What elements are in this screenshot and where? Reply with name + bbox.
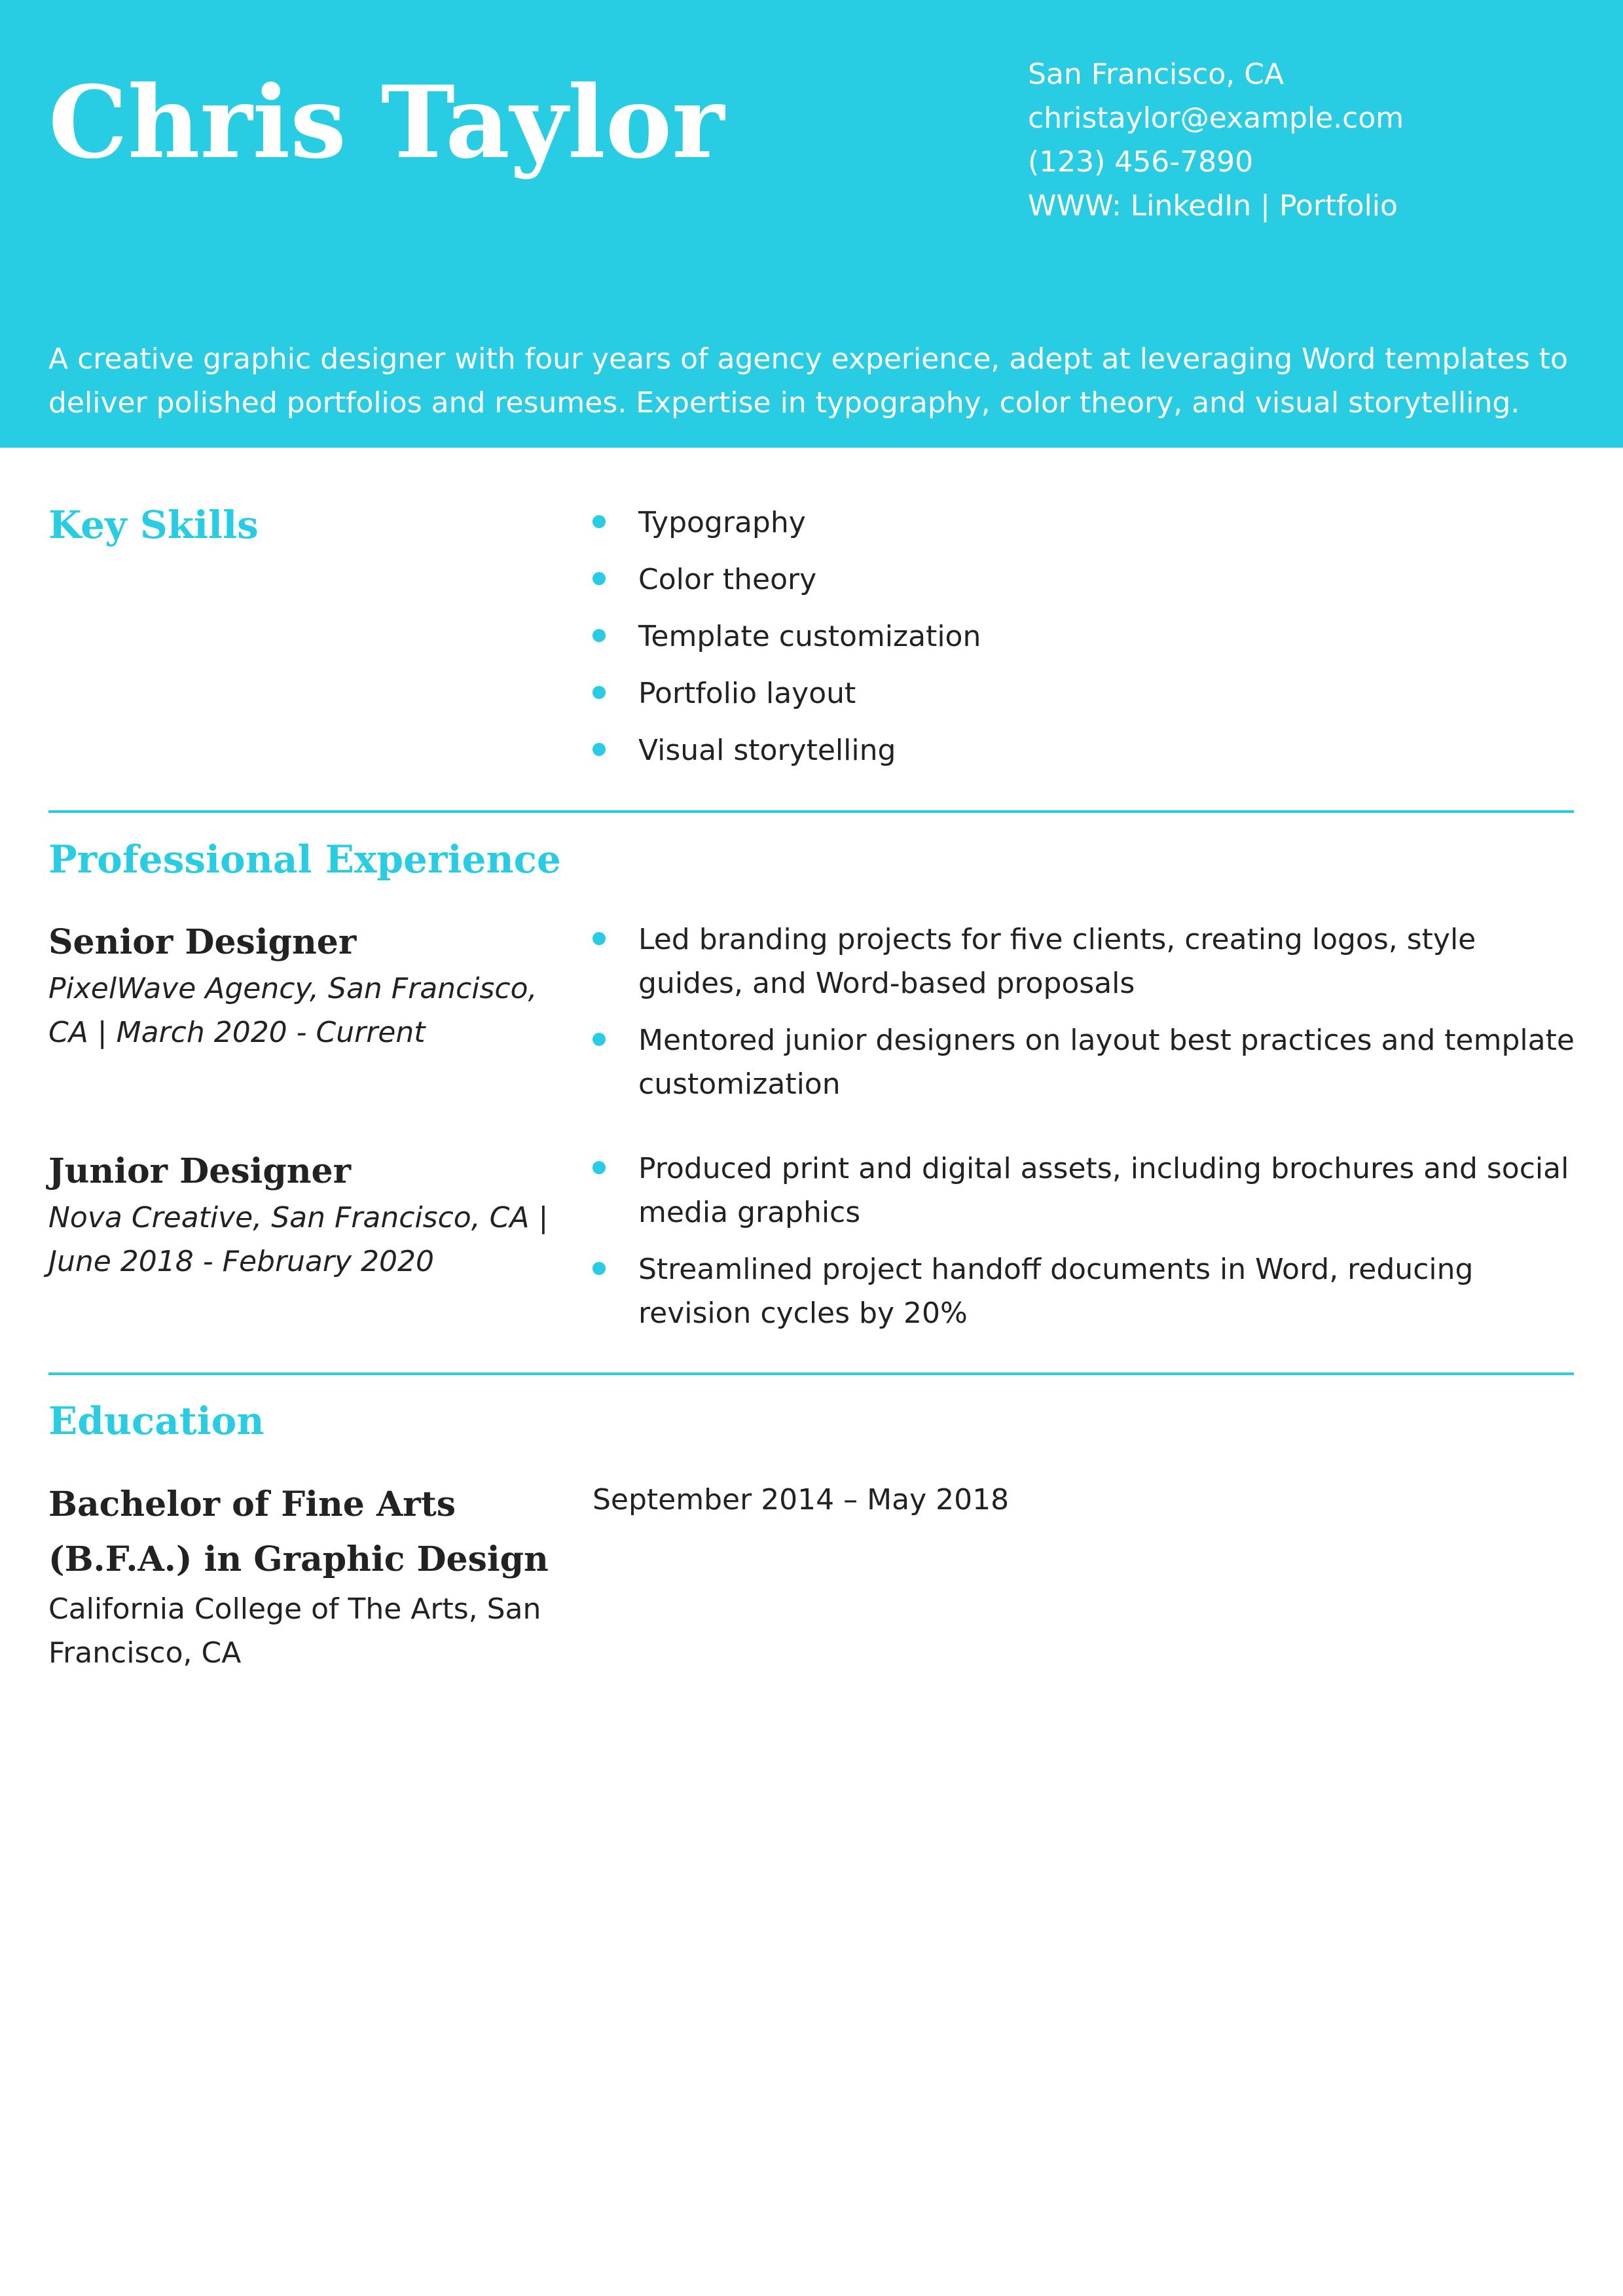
list-item: Led branding projects for five clients, creating logos, style guides, and Word-based proposals [593, 918, 1575, 1005]
job-title: Senior Designer [48, 922, 357, 962]
contact-email[interactable]: christaylor@example.com [1028, 101, 1404, 135]
list-item: Streamlined project handoff documents in Word, reducing revision cycles by 20% [593, 1247, 1575, 1335]
job-meta: PixelWave Agency, San Francisco, CA | March 2020 - Current [48, 972, 538, 1049]
skills-list [593, 501, 1575, 785]
list-item: Color theory [593, 558, 1575, 601]
job-entry-junior [48, 1147, 572, 1283]
section-divider [48, 810, 1574, 813]
job-title: Junior Designer [48, 1151, 352, 1191]
list-item: Visual storytelling [593, 728, 1575, 772]
section-title-key-skills: Key Skills [48, 503, 259, 547]
list-item: Typography [593, 501, 1575, 545]
list-item: Produced print and digital assets, including brochures and social media graphics [593, 1147, 1575, 1234]
resume-header [0, 0, 1623, 448]
section-divider [48, 1372, 1574, 1375]
education-entry [48, 1477, 572, 1675]
education-dates: September 2014 – May 2018 [593, 1483, 1010, 1516]
job-meta: Nova Creative, San Francisco, CA | June 2018 - February 2020 [48, 1201, 549, 1278]
list-item: Portfolio layout [593, 672, 1575, 715]
list-item: Mentored junior designers on layout best practices and template customization [593, 1018, 1575, 1106]
contact-block [1028, 52, 1404, 228]
section-title-education: Education [48, 1399, 264, 1443]
job-bullets-junior [593, 1147, 1575, 1348]
profile-summary: A creative graphic designer with four years of agency experience, adept at leveraging Word templates to deliver polished portfolios and resumes. Expertise in typography, color theory, and visual storytelling. [48, 342, 1568, 420]
job-entry-senior [48, 918, 572, 1054]
degree-name: Bachelor of Fine Arts (B.F.A.) in Graphic Design [48, 1484, 549, 1579]
candidate-name: Chris Taylor [48, 63, 725, 181]
contact-links[interactable]: WWW: LinkedIn | Portfolio [1028, 189, 1398, 223]
contact-phone: (123) 456-7890 [1028, 145, 1254, 179]
list-item: Template customization [593, 615, 1575, 658]
job-bullets-senior [593, 918, 1575, 1119]
school-name: California College of The Arts, San Francisco, CA [48, 1592, 541, 1670]
section-title-experience: Professional Experience [48, 837, 561, 882]
contact-location: San Francisco, CA [1028, 58, 1285, 91]
